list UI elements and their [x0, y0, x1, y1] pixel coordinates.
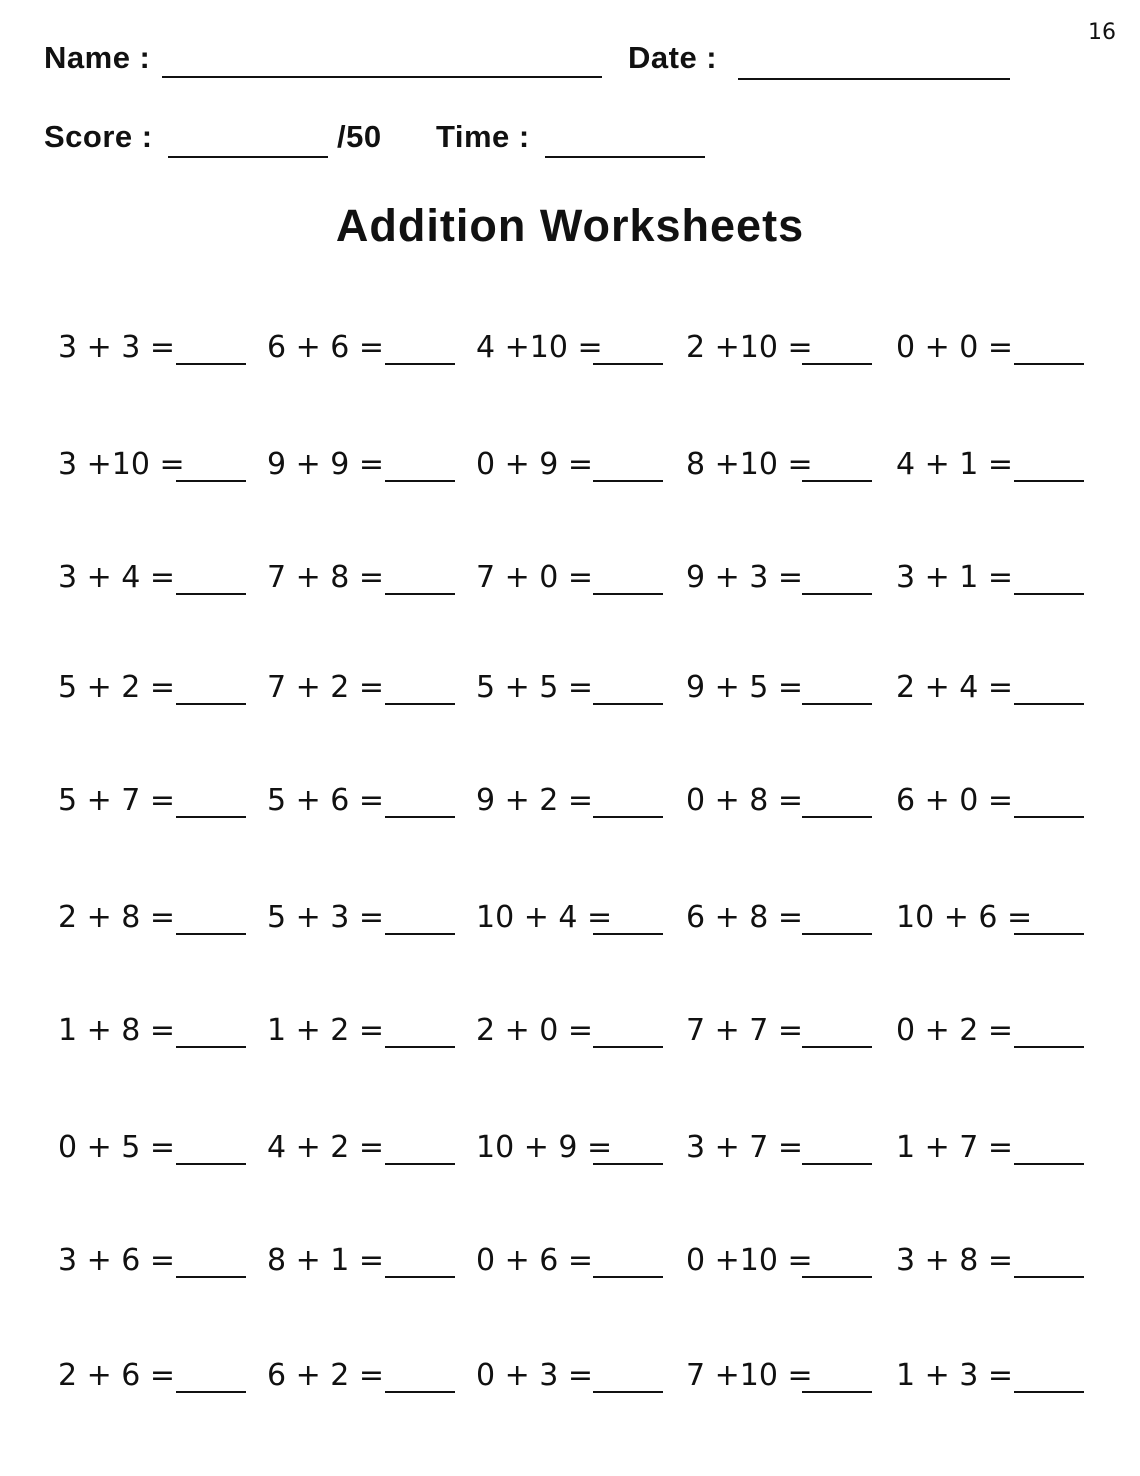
problem-r3-c3 — [476, 555, 706, 601]
problem-expression: 1 + 7 = — [896, 1130, 1014, 1165]
problem-r9-c4 — [686, 1238, 916, 1284]
problem-r4-c1 — [58, 665, 288, 711]
problem-r1-c2 — [267, 325, 497, 371]
answer-blank[interactable] — [1014, 593, 1084, 595]
problem-r5-c5 — [896, 778, 1126, 824]
problem-r1-c1 — [58, 325, 288, 371]
answer-blank[interactable] — [176, 1163, 246, 1165]
problem-expression: 0 + 9 = — [476, 447, 594, 482]
answer-blank[interactable] — [176, 593, 246, 595]
problem-expression: 5 + 3 = — [267, 900, 385, 935]
score-total: /50 — [337, 119, 382, 154]
answer-blank[interactable] — [593, 816, 663, 818]
problem-r5-c2 — [267, 778, 497, 824]
problem-expression: 5 + 2 = — [58, 670, 176, 705]
answer-blank[interactable] — [176, 1046, 246, 1048]
answer-blank[interactable] — [385, 593, 455, 595]
problem-expression: 0 + 0 = — [896, 330, 1014, 365]
answer-blank[interactable] — [385, 1276, 455, 1278]
answer-blank[interactable] — [176, 933, 246, 935]
problem-expression: 5 + 6 = — [267, 783, 385, 818]
problem-r7-c1 — [58, 1008, 288, 1054]
problem-expression: 5 + 7 = — [58, 783, 176, 818]
problem-expression: 3 +10 = — [58, 447, 185, 482]
problem-r6-c3 — [476, 895, 706, 941]
problem-r10-c3 — [476, 1353, 706, 1399]
answer-blank[interactable] — [385, 933, 455, 935]
problem-expression: 2 +10 = — [686, 330, 813, 365]
answer-blank[interactable] — [385, 703, 455, 705]
problem-expression: 7 + 0 = — [476, 560, 594, 595]
problem-expression: 8 + 1 = — [267, 1243, 385, 1278]
problem-r3-c4 — [686, 555, 916, 601]
problem-r9-c5 — [896, 1238, 1126, 1284]
time-label: Time : — [436, 119, 530, 154]
problem-expression: 0 + 6 = — [476, 1243, 594, 1278]
problem-expression: 8 +10 = — [686, 447, 813, 482]
answer-blank[interactable] — [1014, 703, 1084, 705]
answer-blank[interactable] — [176, 816, 246, 818]
problem-expression: 1 + 8 = — [58, 1013, 176, 1048]
problem-expression: 9 + 2 = — [476, 783, 594, 818]
date-label: Date : — [628, 40, 718, 75]
page-number: 16 — [1088, 20, 1116, 45]
answer-blank[interactable] — [385, 480, 455, 482]
problem-r8-c2 — [267, 1125, 497, 1171]
problem-r3-c1 — [58, 555, 288, 601]
problem-expression: 4 + 2 = — [267, 1130, 385, 1165]
problem-r5-c1 — [58, 778, 288, 824]
answer-blank[interactable] — [176, 363, 246, 365]
problem-expression: 6 + 2 = — [267, 1358, 385, 1393]
answer-blank[interactable] — [1014, 363, 1084, 365]
answer-blank[interactable] — [593, 593, 663, 595]
problem-r10-c5 — [896, 1353, 1126, 1399]
problem-expression: 3 + 8 = — [896, 1243, 1014, 1278]
problem-expression: 5 + 5 = — [476, 670, 594, 705]
answer-blank[interactable] — [593, 933, 663, 935]
problem-expression: 7 +10 = — [686, 1358, 813, 1393]
problem-expression: 4 + 1 = — [896, 447, 1014, 482]
problem-expression: 0 + 3 = — [476, 1358, 594, 1393]
problem-expression: 9 + 5 = — [686, 670, 804, 705]
problem-expression: 7 + 2 = — [267, 670, 385, 705]
problem-r1-c3 — [476, 325, 706, 371]
time-field[interactable] — [545, 156, 705, 158]
name-field[interactable] — [162, 76, 602, 78]
score-field[interactable] — [168, 156, 328, 158]
answer-blank[interactable] — [385, 1163, 455, 1165]
answer-blank[interactable] — [385, 1046, 455, 1048]
problem-expression: 3 + 1 = — [896, 560, 1014, 595]
problem-expression: 4 +10 = — [476, 330, 603, 365]
problem-r6-c5 — [896, 895, 1126, 941]
answer-blank[interactable] — [593, 1046, 663, 1048]
answer-blank[interactable] — [802, 480, 872, 482]
problem-r9-c2 — [267, 1238, 497, 1284]
problem-expression: 2 + 0 = — [476, 1013, 594, 1048]
problem-r9-c3 — [476, 1238, 706, 1284]
problem-expression: 3 + 6 = — [58, 1243, 176, 1278]
problem-r7-c2 — [267, 1008, 497, 1054]
problem-expression: 2 + 4 = — [896, 670, 1014, 705]
answer-blank[interactable] — [1014, 1391, 1084, 1393]
problem-expression: 3 + 4 = — [58, 560, 176, 595]
problem-expression: 3 + 3 = — [58, 330, 176, 365]
problem-r6-c4 — [686, 895, 916, 941]
answer-blank[interactable] — [802, 933, 872, 935]
answer-blank[interactable] — [176, 1391, 246, 1393]
problem-expression: 9 + 9 = — [267, 447, 385, 482]
problem-r10-c2 — [267, 1353, 497, 1399]
answer-blank[interactable] — [176, 703, 246, 705]
answer-blank[interactable] — [1014, 816, 1084, 818]
answer-blank[interactable] — [593, 1276, 663, 1278]
answer-blank[interactable] — [593, 1391, 663, 1393]
answer-blank[interactable] — [802, 1276, 872, 1278]
answer-blank[interactable] — [1014, 1276, 1084, 1278]
problem-r3-c2 — [267, 555, 497, 601]
problem-expression: 6 + 6 = — [267, 330, 385, 365]
problem-r4-c3 — [476, 665, 706, 711]
problem-r2-c5 — [896, 442, 1126, 488]
score-label: Score : — [44, 119, 153, 154]
problem-expression: 10 + 4 = — [476, 900, 613, 935]
answer-blank[interactable] — [802, 593, 872, 595]
problem-r7-c3 — [476, 1008, 706, 1054]
problem-r4-c5 — [896, 665, 1126, 711]
answer-blank[interactable] — [802, 703, 872, 705]
problem-r7-c5 — [896, 1008, 1126, 1054]
problem-r2-c3 — [476, 442, 706, 488]
problem-r4-c2 — [267, 665, 497, 711]
problem-expression: 2 + 6 = — [58, 1358, 176, 1393]
answer-blank[interactable] — [802, 363, 872, 365]
answer-blank[interactable] — [802, 1163, 872, 1165]
problem-r7-c4 — [686, 1008, 916, 1054]
answer-blank[interactable] — [385, 363, 455, 365]
problem-expression: 2 + 8 = — [58, 900, 176, 935]
problem-expression: 1 + 3 = — [896, 1358, 1014, 1393]
problem-expression: 10 + 6 = — [896, 900, 1033, 935]
problem-expression: 10 + 9 = — [476, 1130, 613, 1165]
problem-expression: 3 + 7 = — [686, 1130, 804, 1165]
answer-blank[interactable] — [1014, 1163, 1084, 1165]
answer-blank[interactable] — [1014, 933, 1084, 935]
answer-blank[interactable] — [802, 1046, 872, 1048]
answer-blank[interactable] — [176, 1276, 246, 1278]
problem-expression: 6 + 0 = — [896, 783, 1014, 818]
problem-r3-c5 — [896, 555, 1126, 601]
problem-r8-c3 — [476, 1125, 706, 1171]
problem-r1-c5 — [896, 325, 1126, 371]
problem-expression: 0 +10 = — [686, 1243, 813, 1278]
problem-r2-c1 — [58, 442, 288, 488]
problem-expression: 0 + 8 = — [686, 783, 804, 818]
problem-r1-c4 — [686, 325, 916, 371]
problem-expression: 0 + 2 = — [896, 1013, 1014, 1048]
problem-r10-c4 — [686, 1353, 916, 1399]
problem-r2-c4 — [686, 442, 916, 488]
problem-r5-c3 — [476, 778, 706, 824]
answer-blank[interactable] — [802, 816, 872, 818]
problem-r6-c2 — [267, 895, 497, 941]
problem-r9-c1 — [58, 1238, 288, 1284]
problem-expression: 6 + 8 = — [686, 900, 804, 935]
answer-blank[interactable] — [176, 480, 246, 482]
problem-r8-c1 — [58, 1125, 288, 1171]
name-label: Name : — [44, 40, 151, 75]
answer-blank[interactable] — [593, 363, 663, 365]
problem-r4-c4 — [686, 665, 916, 711]
date-field[interactable] — [738, 78, 1010, 80]
problem-r8-c4 — [686, 1125, 916, 1171]
problem-r5-c4 — [686, 778, 916, 824]
problem-r6-c1 — [58, 895, 288, 941]
worksheet-title: Addition Worksheets — [335, 200, 805, 251]
problem-expression: 1 + 2 = — [267, 1013, 385, 1048]
answer-blank[interactable] — [1014, 1046, 1084, 1048]
problem-r2-c2 — [267, 442, 497, 488]
problem-expression: 7 + 7 = — [686, 1013, 804, 1048]
answer-blank[interactable] — [1014, 480, 1084, 482]
problem-expression: 0 + 5 = — [58, 1130, 176, 1165]
problem-r8-c5 — [896, 1125, 1126, 1171]
problem-expression: 9 + 3 = — [686, 560, 804, 595]
answer-blank[interactable] — [385, 816, 455, 818]
problem-r10-c1 — [58, 1353, 288, 1399]
answer-blank[interactable] — [593, 1163, 663, 1165]
answer-blank[interactable] — [593, 703, 663, 705]
answer-blank[interactable] — [802, 1391, 872, 1393]
answer-blank[interactable] — [385, 1391, 455, 1393]
problem-expression: 7 + 8 = — [267, 560, 385, 595]
answer-blank[interactable] — [593, 480, 663, 482]
